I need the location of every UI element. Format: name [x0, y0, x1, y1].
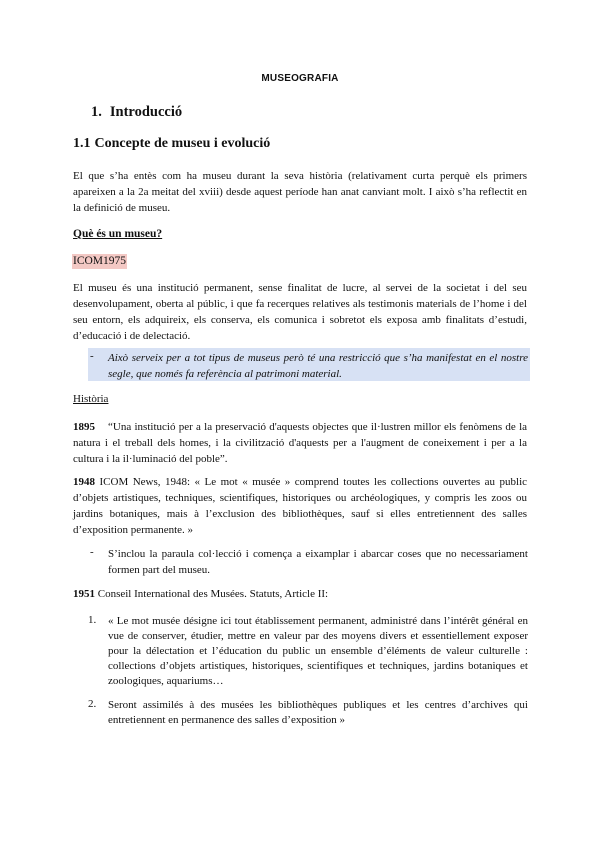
highlighted-note-text: Això serveix per a tot tipus de museus però té una restricció que s’ha manifestat en el nostre segle, que només fa referència al patrimoni material.	[108, 352, 528, 380]
icom-definition: El museu és una institució permanent, sense finalitat de lucre, al servei de la societat i del seu desenvolupament, oberta al públic, i que fa recerques relatives als testimonis materials de l’home i del seu entorn, els adquireix, els conserva, els comunica i sobretot els exposa amb finalitats d’estudi, d’educació i de delectació.	[73, 282, 527, 342]
text-1948: ICOM News, 1948: « Le mot « musée » comprend toutes les collections ouvertes au public d’objets artistiques, techniques, scientifiques, historiques ou archéologiques, y compris les zoos ou jardins botaniques, mais à l’exclusion des bibliothèques, sauf si elles entretiennent des salles d’exposition permanente. »	[73, 476, 528, 536]
note-bullet: -	[90, 350, 94, 362]
list-number-1: 1.	[88, 614, 97, 626]
paragraph-1948	[73, 474, 527, 538]
subheading-text: Concepte de museu i evolució	[94, 136, 271, 151]
bullet-collection-text: S’inclou la paraula col·lecció i comença a eixamplar i abarcar coses que no necessariament formen part del museu.	[108, 548, 528, 576]
year-1948: 1948	[73, 476, 95, 488]
heading-number: 1.	[91, 104, 102, 120]
list-number-2: 2.	[88, 698, 97, 710]
paragraph-1895	[73, 419, 527, 467]
bullet-marker: -	[90, 546, 94, 558]
intro-paragraph: El que s’ha entès com ha museu durant la seva història (relativament curta perquè els primers apareixen a la 2a meitat del xviii) desde aquest període han anat canviant molt. I això s’ha reflectit en la definició de museu.	[73, 170, 527, 214]
year-1951: 1951	[73, 588, 95, 600]
subheading-concept	[73, 136, 270, 152]
icom-label: ICOM1975	[73, 255, 127, 267]
year-1895: 1895	[73, 421, 95, 433]
what-is-museum-heading: Què és un museu?	[73, 228, 163, 240]
document-title: MUSEOGRAFIA	[261, 73, 339, 84]
subheading-number: 1.1	[73, 136, 91, 151]
text-1951: Conseil International des Musées. Statuts, Article II:	[97, 588, 329, 600]
history-heading: Història	[73, 393, 109, 405]
heading-text: Introducció	[109, 104, 183, 120]
list-item-2-text: Seront assimilés à des musées les bibliothèques publiques et les centres d’archives qui entretiennent en permanence des salles d’exposition »	[108, 699, 528, 726]
heading-introduction	[91, 104, 182, 121]
paragraph-1951	[73, 586, 527, 602]
text-1895: “Una institució per a la preservació d'aquests objectes que il·lustren millor els fenòmens de la natura i el treball dels homes, i la civilització d'aquests per a l'augment de coneixement i per a la cultura i la il·luminació del poble”.	[73, 421, 528, 465]
list-item-1-text: « Le mot musée désigne ici tout établissement permanent, administré dans l’intérêt général en vue de conserver, étudier, mettre en valeur par des moyens divers et essentiellement exposer pour la délectation et l’éducation du public un ensemble d’éléments de valeur culturelle : collections d’objets artistiques, historiques, scientifiques et techniques, jardins botaniques et zoologiques, aquariums…	[108, 615, 528, 687]
